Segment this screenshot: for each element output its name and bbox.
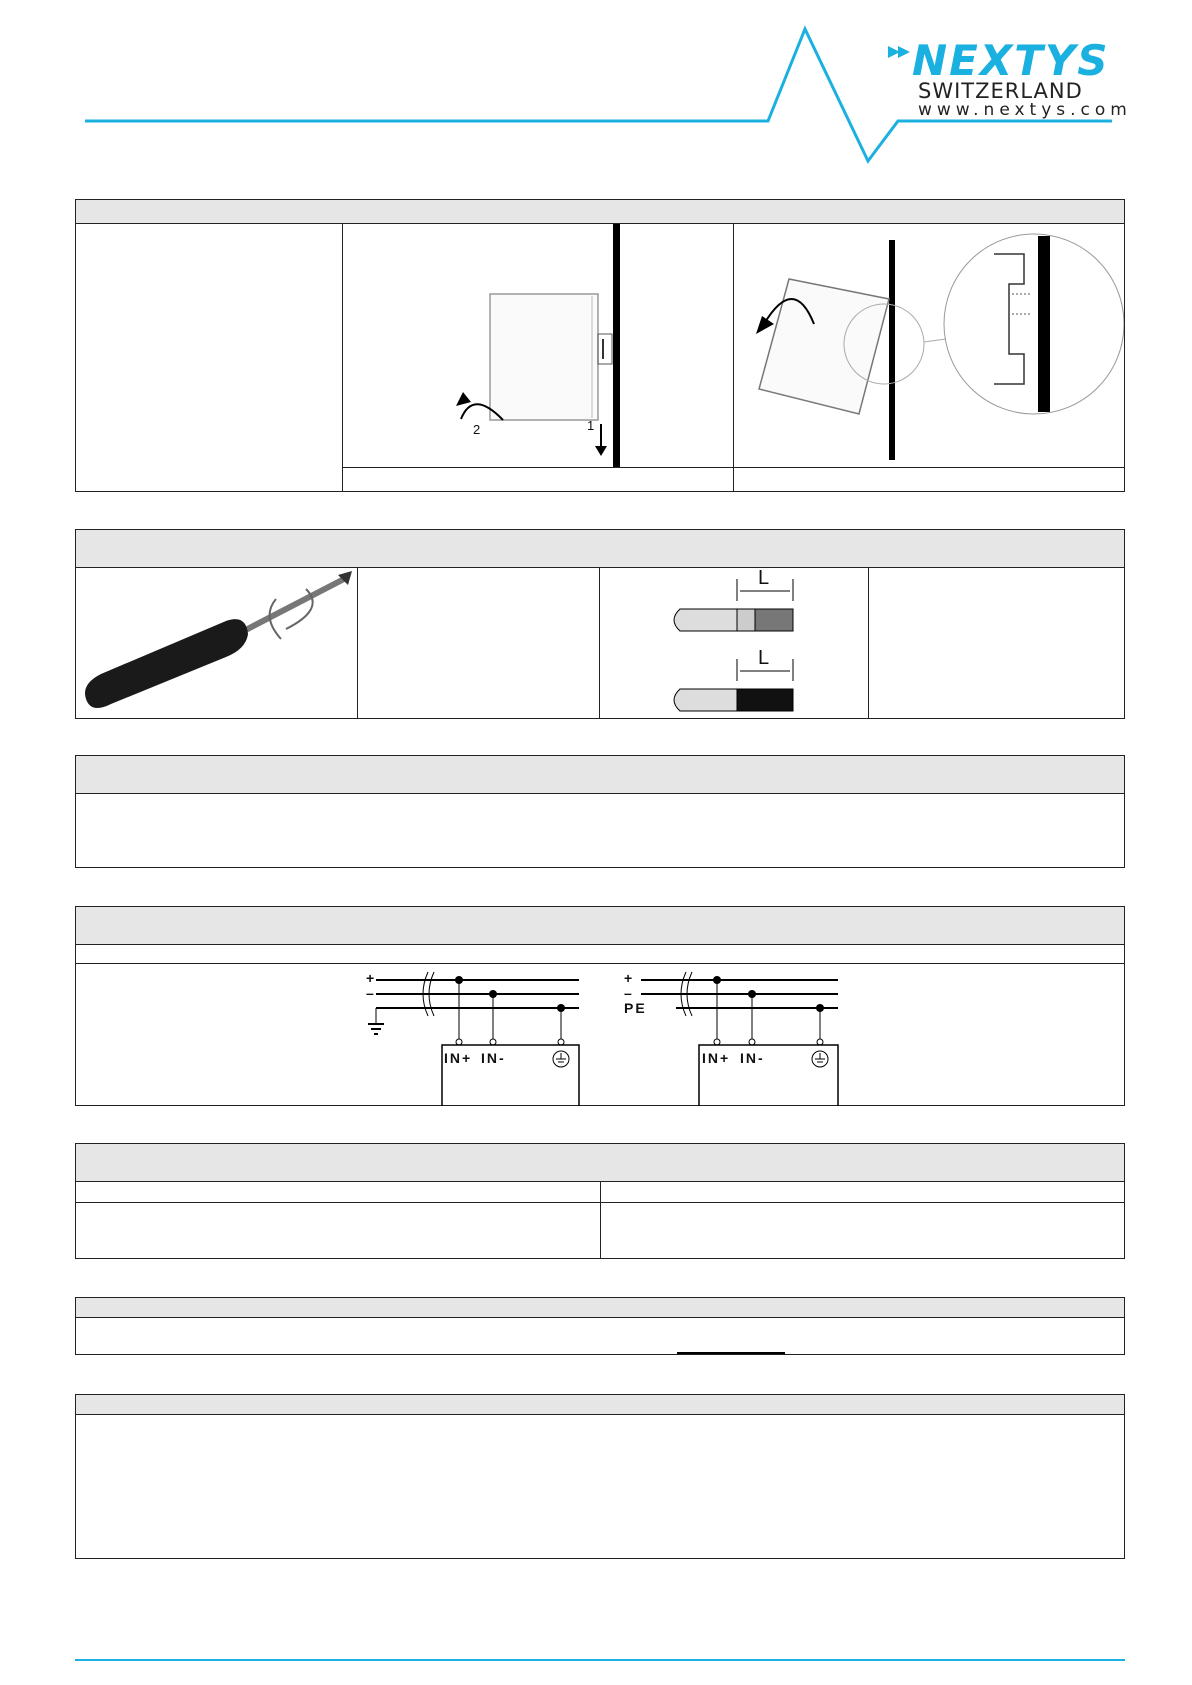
section-small (75, 1297, 1125, 1355)
connection-right (641, 972, 838, 1106)
header (0, 0, 1192, 170)
section-notes (75, 755, 1125, 868)
connection-diagram (76, 964, 1126, 1106)
underline-mark (677, 1352, 785, 1354)
logo-chevron-icon (898, 46, 910, 58)
section-small-header (76, 1298, 1124, 1318)
din-rail-detail-figure (734, 224, 1124, 467)
right-plus-label: + (624, 970, 633, 986)
section-wiring (75, 529, 1125, 719)
right-minus-label: – (624, 985, 632, 1001)
footer-line (75, 1659, 1125, 1661)
screwdriver-icon (76, 569, 357, 719)
step-1-label: 1 (587, 418, 595, 433)
section-mounting-header (76, 200, 1124, 224)
section-notes-header (76, 756, 1124, 794)
left-in-plus-label: IN+ (444, 1050, 473, 1066)
brand-website: www.nextys.com (918, 100, 1132, 120)
left-minus-label: – (366, 985, 374, 1001)
connection-left (368, 972, 579, 1106)
section-connection (75, 906, 1125, 1106)
brand-subtitle: SWITZERLAND (918, 79, 1083, 103)
right-pe-label: PE (624, 1000, 647, 1016)
left-in-minus-label: IN- (481, 1050, 506, 1066)
right-in-minus-label: IN- (740, 1050, 765, 1066)
section-connection-header (76, 907, 1124, 945)
section-large (75, 1394, 1125, 1559)
section-mounting (75, 199, 1125, 492)
left-plus-label: + (366, 970, 375, 986)
strip-length-label-bottom: L (758, 647, 770, 669)
section-two-column (75, 1143, 1125, 1259)
section-two-column-header (76, 1144, 1124, 1182)
wire-strip-figure (600, 569, 868, 719)
brand-logo: NEXTYS (912, 36, 1110, 85)
din-rail-mount-figure (343, 224, 733, 467)
step-2-label: 2 (473, 422, 481, 437)
strip-length-label-top: L (758, 567, 770, 589)
section-large-header (76, 1395, 1124, 1415)
right-in-plus-label: IN+ (702, 1050, 731, 1066)
section-wiring-header (76, 530, 1124, 568)
